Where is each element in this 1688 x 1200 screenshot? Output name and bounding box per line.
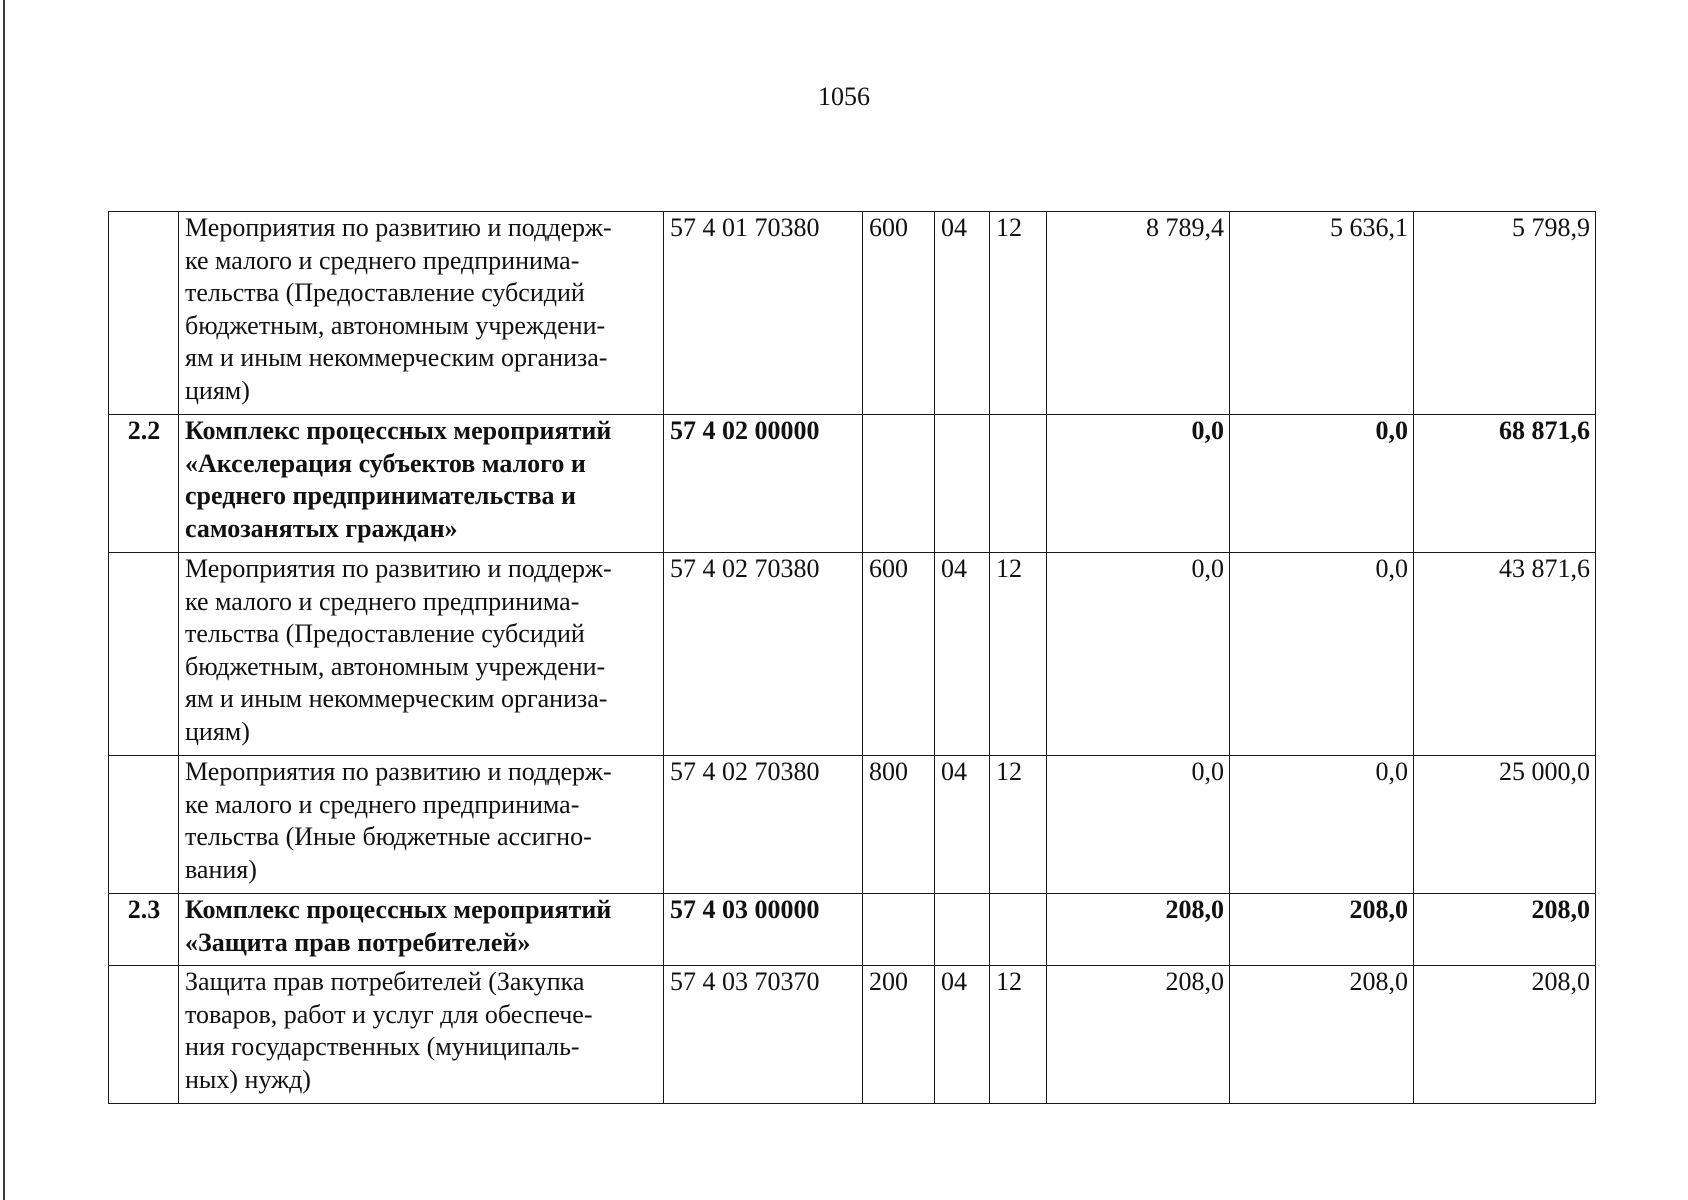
name-line: ям и иным некоммерческим организа- <box>185 343 608 372</box>
target-code-cell: 57 4 02 00000 <box>664 415 863 553</box>
budget-table-body <box>109 212 1596 1104</box>
row-name-cell <box>179 212 664 415</box>
name-line: ния государственных (муниципаль- <box>185 1032 580 1061</box>
amount-year2-cell: 208,0 <box>1230 966 1414 1104</box>
row-number-cell <box>109 212 179 415</box>
name-line: тельства (Иные бюджетные ассигно- <box>185 822 592 851</box>
name-line: среднего предпринимательства и <box>185 481 577 510</box>
amount-year1-cell: 8 789,4 <box>1047 212 1230 415</box>
row-name-cell <box>179 966 664 1104</box>
table-row <box>109 553 1596 756</box>
row-name-cell <box>179 415 664 553</box>
subsection-cell <box>990 415 1047 553</box>
target-code-cell: 57 4 02 70380 <box>664 756 863 894</box>
table-row <box>109 894 1596 966</box>
amount-year1-cell: 0,0 <box>1047 553 1230 756</box>
expense-type-cell: 600 <box>863 553 935 756</box>
row-number-cell: 2.3 <box>109 894 179 966</box>
amount-year1-cell: 208,0 <box>1047 894 1230 966</box>
name-line: бюджетным, автономным учреждени- <box>185 651 606 681</box>
name-line: циям) <box>185 375 250 405</box>
target-code-cell: 57 4 01 70380 <box>664 212 863 415</box>
table-row <box>109 756 1596 894</box>
section-cell: 04 <box>935 212 990 415</box>
name-line: ке малого и среднего предпринима- <box>185 586 580 616</box>
amount-year3-cell: 25 000,0 <box>1414 756 1596 894</box>
expense-type-cell <box>863 415 935 553</box>
amount-year3-cell: 68 871,6 <box>1414 415 1596 553</box>
name-line: «Защита прав потребителей» <box>185 927 531 957</box>
name-line: ных) нужд) <box>185 1064 311 1094</box>
name-line: «Акселерация субъектов малого и <box>185 448 586 478</box>
section-cell: 04 <box>935 553 990 756</box>
amount-year2-cell: 208,0 <box>1230 894 1414 966</box>
name-line: Мероприятия по развитию и поддерж- <box>185 554 612 583</box>
row-number-cell <box>109 966 179 1104</box>
amount-year2-cell: 5 636,1 <box>1230 212 1414 415</box>
expense-type-cell: 800 <box>863 756 935 894</box>
amount-year3-cell: 208,0 <box>1414 894 1596 966</box>
section-cell: 04 <box>935 966 990 1104</box>
table-row <box>109 966 1596 1104</box>
row-number-cell: 2.2 <box>109 415 179 553</box>
section-cell <box>935 415 990 553</box>
page-number: 1056 <box>818 82 870 111</box>
amount-year3-cell: 43 871,6 <box>1414 553 1596 756</box>
name-line: Защита прав потребителей (Закупка <box>185 967 585 996</box>
name-line: тельства (Предоставление субсидий <box>185 278 585 307</box>
name-line: товаров, работ и услуг для обеспече- <box>185 999 593 1029</box>
name-line: вания) <box>185 854 257 884</box>
row-name-cell <box>179 894 664 966</box>
expense-type-cell: 600 <box>863 212 935 415</box>
name-line: Комплекс процессных мероприятий <box>185 895 612 924</box>
name-line: Мероприятия по развитию и поддерж- <box>185 213 612 242</box>
amount-year1-cell: 208,0 <box>1047 966 1230 1104</box>
amount-year2-cell: 0,0 <box>1230 415 1414 553</box>
subsection-cell: 12 <box>990 553 1047 756</box>
row-name-cell <box>179 756 664 894</box>
table-row <box>109 212 1596 415</box>
name-line: бюджетным, автономным учреждени- <box>185 310 606 340</box>
budget-table <box>108 211 1596 1104</box>
amount-year3-cell: 208,0 <box>1414 966 1596 1104</box>
name-line: Комплекс процессных мероприятий <box>185 416 612 445</box>
name-line: Мероприятия по развитию и поддерж- <box>185 757 612 786</box>
expense-type-cell <box>863 894 935 966</box>
name-line: ке малого и среднего предпринима- <box>185 789 580 819</box>
section-cell <box>935 894 990 966</box>
target-code-cell: 57 4 02 70380 <box>664 553 863 756</box>
expense-type-cell: 200 <box>863 966 935 1104</box>
name-line: ям и иным некоммерческим организа- <box>185 684 608 713</box>
target-code-cell: 57 4 03 70370 <box>664 966 863 1104</box>
name-line: циям) <box>185 716 250 746</box>
name-line: тельства (Предоставление субсидий <box>185 619 585 648</box>
row-number-cell <box>109 756 179 894</box>
table-row <box>109 415 1596 553</box>
subsection-cell: 12 <box>990 966 1047 1104</box>
row-name-cell <box>179 553 664 756</box>
subsection-cell: 12 <box>990 756 1047 894</box>
name-line: ке малого и среднего предпринима- <box>185 245 580 275</box>
amount-year1-cell: 0,0 <box>1047 415 1230 553</box>
subsection-cell <box>990 894 1047 966</box>
section-cell: 04 <box>935 756 990 894</box>
subsection-cell: 12 <box>990 212 1047 415</box>
amount-year2-cell: 0,0 <box>1230 553 1414 756</box>
scan-edge-line <box>3 0 5 1200</box>
target-code-cell: 57 4 03 00000 <box>664 894 863 966</box>
amount-year1-cell: 0,0 <box>1047 756 1230 894</box>
row-number-cell <box>109 553 179 756</box>
amount-year2-cell: 0,0 <box>1230 756 1414 894</box>
amount-year3-cell: 5 798,9 <box>1414 212 1596 415</box>
name-line: самозанятых граждан» <box>185 513 458 543</box>
